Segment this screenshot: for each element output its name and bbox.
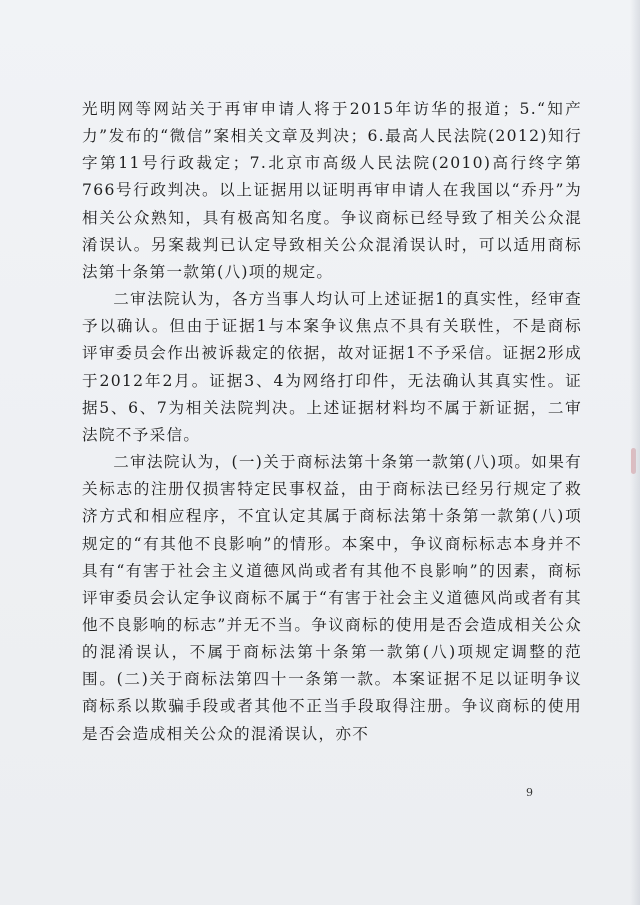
paragraph-1: 光明网等网站关于再审申请人将于2015年访华的报道；5.“知产力”发布的“微信”案相关文章及判决；6.最高人民法院(2012)知行字第11号行政裁定；7.北京市高级人民法院(2010)高行终字第766号行政判决。以上证据用以证明再审申请人在我国以“乔丹”为相关公众熟知，具有极高知名度。争议商标已经导致了相关公众混淆误认。另案裁判已认定导致相关公众混淆误认时，可以适用商标法第十条第一款第(八)项的规定。 (82, 100, 582, 281)
page-number: 9 (526, 786, 533, 799)
paragraph-3: 二审法院认为，(一)关于商标法第十条第一款第(八)项。如果有关标志的注册仅损害特定民事权益，由于商标法已经另行规定了救济方式和相应程序，不宜认定其属于商标法第十条第一款第(八)项规定的“有其他不良影响”的情形。本案中，争议商标标志本身并不具有“有害于社会主义道德风尚或者有其他不良影响”的因素，商标评审委员会认定争议商标不属于“有害于社会主义道德风尚或者有其他不良影响的标志”并无不当。争议商标的使用是否会造成相关公众的混淆误认，不属于商标法第十条第一款第(八)项规定调整的范围。(二)关于商标法第四十一条第一款。本案证据不足以证明争议商标系以欺骗手段或者其他不正当手段取得注册。争议商标的使用是否会造成相关公众的混淆误认，亦不 (82, 453, 582, 743)
red-edge-mark (631, 448, 636, 474)
paragraph-2: 二审法院认为，各方当事人均认可上述证据1的真实性，经审查予以确认。但由于证据1与本案争议焦点不具有关联性，不是商标评审委员会作出被诉裁定的依据，故对证据1不予采信。证据2形成于2012年2月。证据3、4为网络打印件，无法确认其真实性。证据5、6、7为相关法院判决。上述证据材料均不属于新证据，二审法院不予采信。 (82, 290, 582, 444)
body-text (82, 96, 582, 748)
